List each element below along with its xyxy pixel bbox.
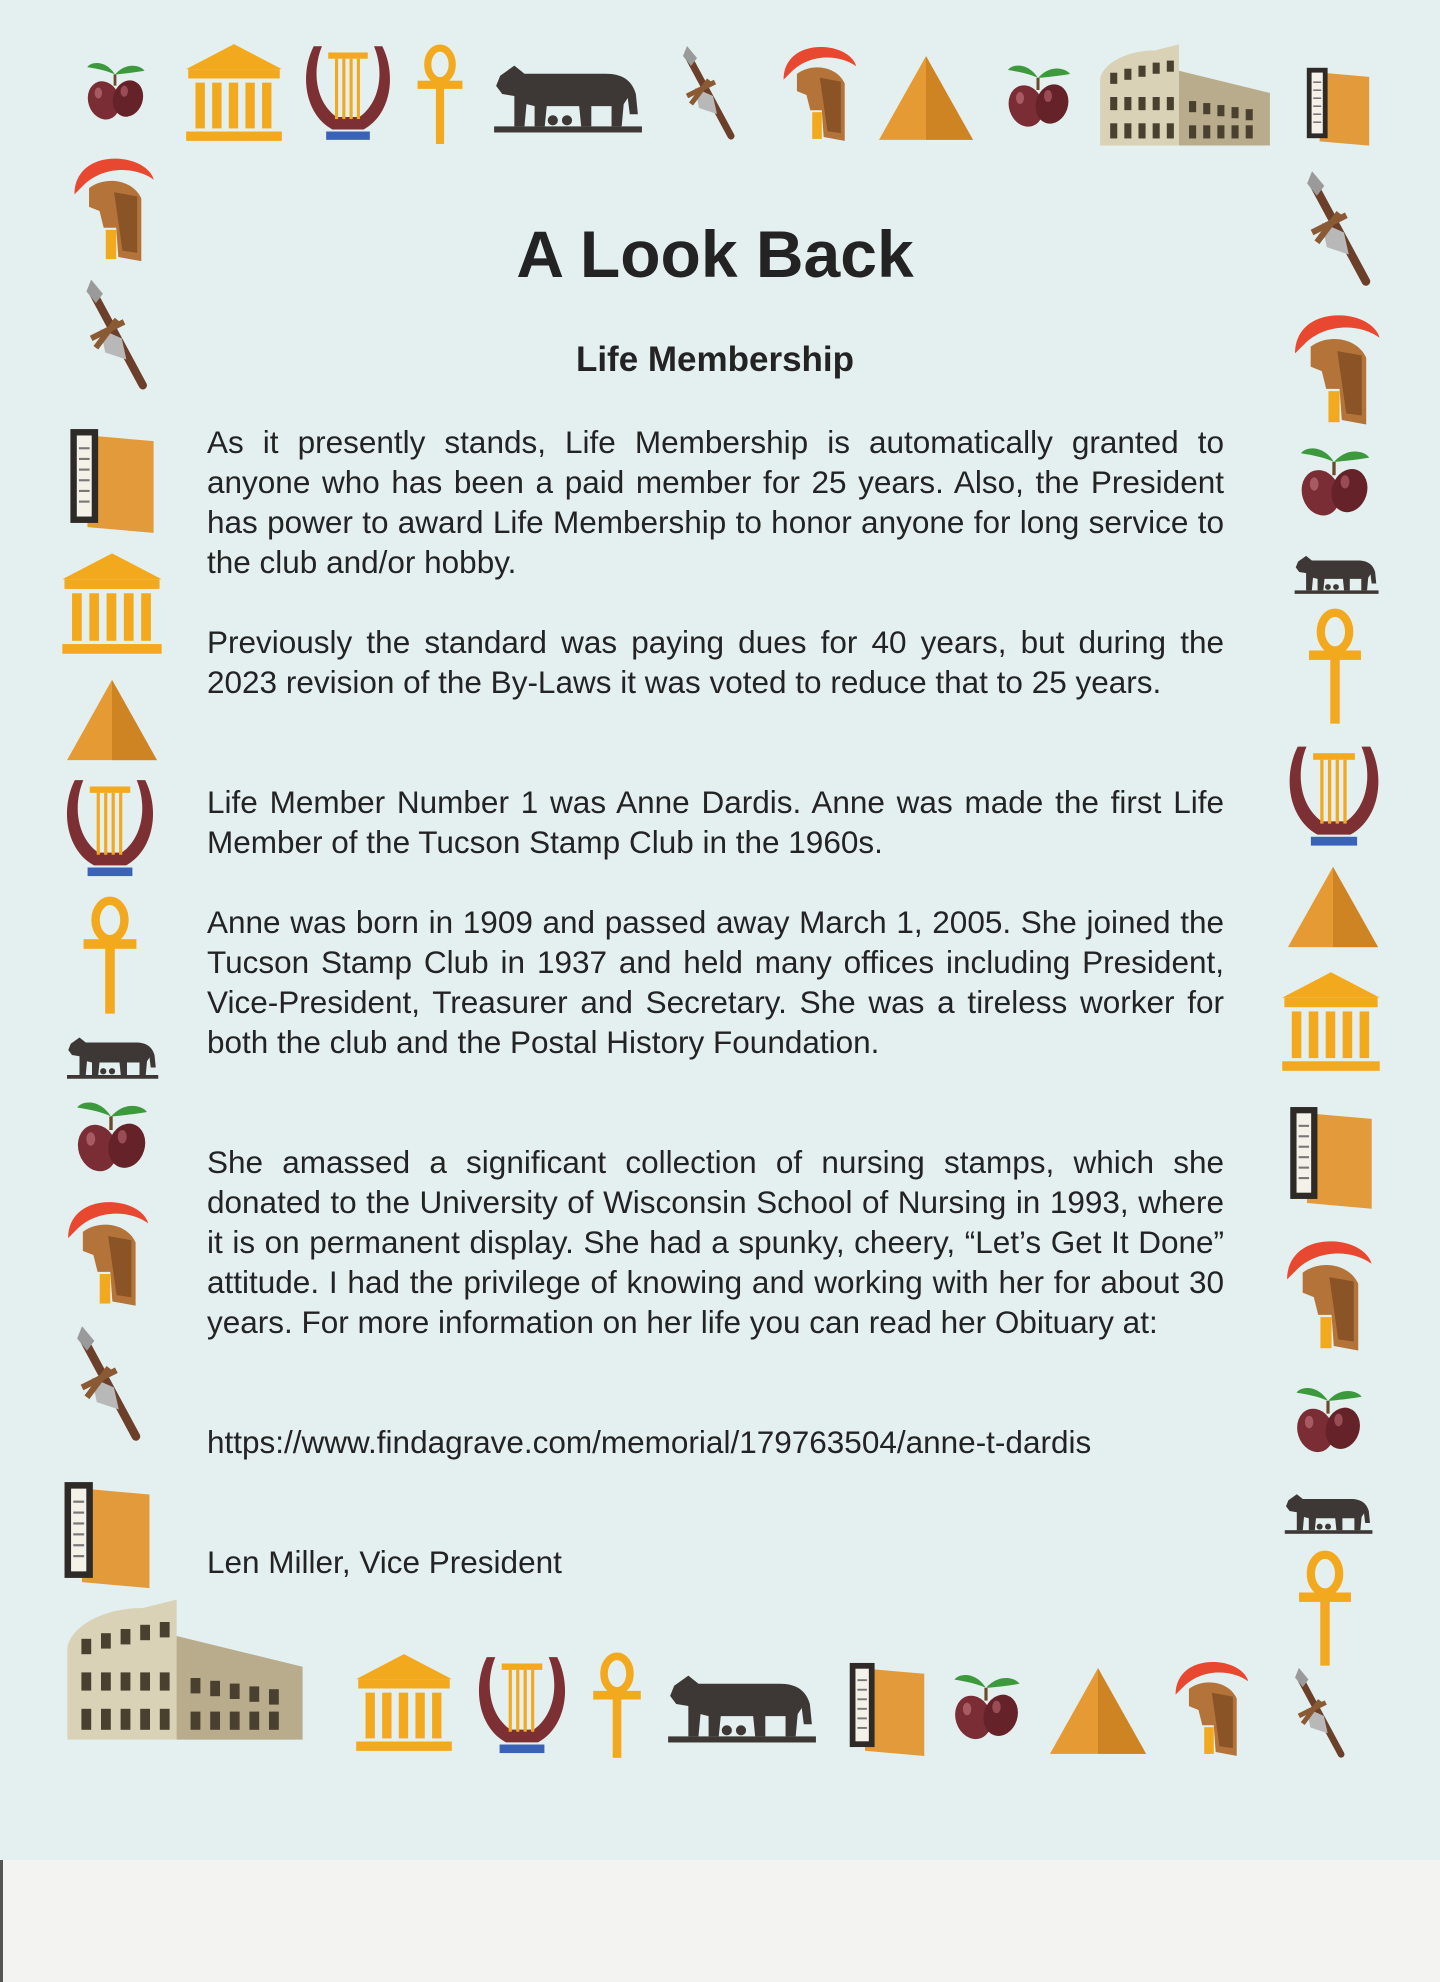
she-wolf-icon bbox=[486, 48, 648, 140]
gladiator-helmet-icon bbox=[1276, 1234, 1376, 1358]
olives-icon bbox=[66, 1090, 156, 1188]
scroll-icon bbox=[58, 1470, 156, 1590]
paragraph-life-membership-rules: As it presently stands, Life Membership is automatically granted to anyone who has been a paid member for 25 years. Also, the President has power to award Life Membership to honor anyone for long service to the club and/or hobby. bbox=[207, 424, 1224, 580]
gladiator-helmet-icon bbox=[64, 148, 158, 272]
scroll-icon bbox=[1302, 50, 1374, 156]
she-wolf-icon bbox=[62, 1024, 162, 1086]
scroll-icon bbox=[844, 1652, 930, 1758]
obituary-url: https://www.findagrave.com/memorial/179763504/anne-t-dardis bbox=[207, 1424, 1092, 1460]
axe-spear-icon bbox=[666, 44, 752, 144]
lyre-icon bbox=[62, 770, 158, 884]
ankh-icon bbox=[414, 44, 466, 146]
signature: Len Miller, Vice President bbox=[207, 1544, 562, 1580]
paragraph-first-life-member: Life Member Number 1 was Anne Dardis. Anne was made the first Life Member of the Tucson Stamp Club in the 1960s. bbox=[207, 784, 1224, 860]
pyramid-icon bbox=[1284, 862, 1382, 952]
olives-icon bbox=[1290, 436, 1378, 532]
scroll-icon bbox=[1284, 1096, 1378, 1210]
olives-icon bbox=[1286, 1374, 1370, 1470]
ankh-icon bbox=[588, 1652, 646, 1760]
scan-edge-line bbox=[0, 1860, 3, 1982]
olives-icon bbox=[944, 1660, 1028, 1758]
olives-icon bbox=[78, 52, 152, 134]
colosseum-icon bbox=[1094, 40, 1276, 152]
she-wolf-icon bbox=[660, 1656, 822, 1752]
axe-spear-icon bbox=[60, 1312, 158, 1458]
gladiator-helmet-icon bbox=[1284, 306, 1384, 434]
lyre-icon bbox=[300, 40, 396, 144]
ankh-icon bbox=[1302, 608, 1368, 726]
lyre-icon bbox=[474, 1648, 570, 1760]
axe-spear-icon bbox=[1268, 1666, 1372, 1762]
temple-icon bbox=[180, 40, 288, 144]
page-title: A Look Back bbox=[516, 217, 914, 291]
ankh-icon bbox=[1292, 1550, 1358, 1668]
pyramid-icon bbox=[874, 52, 978, 144]
page-subtitle: Life Membership bbox=[575, 340, 855, 379]
paragraph-nursing-stamps: She amassed a significant collection of nursing stamps, which she donated to the University of Wisconsin School of Nursing in 1993, where it is on permanent display. She had a spunky, cheery, “Let’s Get It Done” attitude. I had the privilege of knowing and working with her for about 30 years. For more information on her life you can read her Obituary at: bbox=[207, 1144, 1224, 1340]
she-wolf-icon bbox=[1290, 542, 1382, 602]
paragraph-anne-biography: Anne was born in 1909 and passed away March 1, 2005. She joined the Tucson Stamp Club in 1937 and held many offices including President, Vice-President, Treasurer and Secretary. She was a tireless worker for both the club and the Postal History Foundation. bbox=[207, 904, 1224, 1060]
scroll-icon bbox=[64, 416, 160, 536]
she-wolf-icon bbox=[1280, 1482, 1376, 1540]
temple-icon bbox=[352, 1648, 456, 1756]
lyre-icon bbox=[1284, 740, 1384, 850]
temple-icon bbox=[1278, 966, 1384, 1076]
temple-icon bbox=[58, 548, 166, 658]
gladiator-helmet-icon bbox=[56, 1196, 154, 1312]
axe-spear-icon bbox=[70, 262, 164, 410]
axe-spear-icon bbox=[1290, 162, 1388, 298]
pyramid-icon bbox=[62, 676, 162, 764]
gladiator-helmet-icon bbox=[1166, 1656, 1252, 1762]
ankh-icon bbox=[80, 896, 140, 1016]
olives-icon bbox=[998, 50, 1078, 146]
paragraph-previous-standard: Previously the standard was paying dues for 40 years, but during the 2023 revision of the By-Laws it was voted to reduce that to 25 years. bbox=[207, 624, 1224, 700]
colosseum-icon bbox=[56, 1594, 314, 1748]
pyramid-icon bbox=[1044, 1664, 1152, 1758]
gladiator-helmet-icon bbox=[774, 40, 860, 148]
